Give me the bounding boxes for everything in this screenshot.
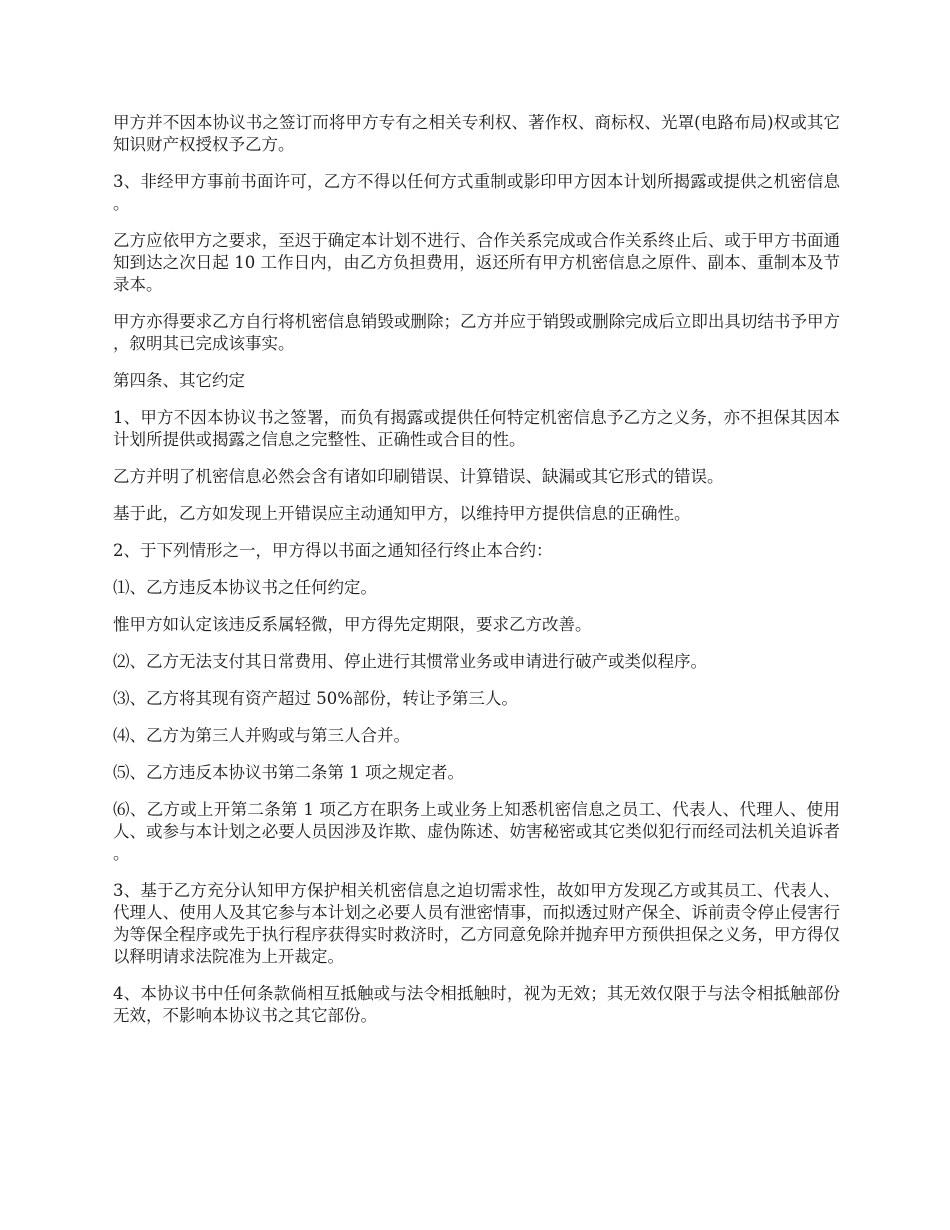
list-item: ⑸、乙方违反本协议书第二条第 1 项之规定者。 — [113, 763, 464, 782]
list-item: ⑴、乙方违反本协议书之任何约定。 — [113, 578, 377, 597]
paragraph: 甲方并不因本协议书之签订而将甲方专有之相关专利权、著作权、商标权、光罩(电路布局)权或其它知识财产权授权予乙方。 — [113, 113, 840, 154]
paragraph: 惟甲方如认定该违反系属轻微，甲方得先定期限，要求乙方改善。 — [113, 615, 592, 634]
document-body — [113, 112, 840, 1042]
paragraph: 4、本协议书中任何条款倘相互抵触或与法令相抵触时，视为无效；其无效仅限于与法令相抵触部份无效，不影响本协议书之其它部份。 — [113, 984, 840, 1025]
list-item: ⑵、乙方无法支付其日常费用、停止进行其惯常业务或申请进行破产或类似程序。 — [113, 652, 707, 671]
list-item: ⑹、乙方或上开第二条第 1 项乙方在职务上或业务上知悉机密信息之员工、代表人、代理人、使用人、或参与本计划之必要人员因涉及诈欺、虚伪陈述、妨害秘密或其它类似犯行而经司法机关追诉者。 — [113, 800, 840, 863]
paragraph: 2、于下列情形之一，甲方得以书面之通知径行终止本合约： — [113, 541, 553, 560]
section-heading: 第四条、其它约定 — [113, 371, 245, 390]
paragraph: 3、非经甲方事前书面许可，乙方不得以任何方式重制或影印甲方因本计划所揭露或提供之机密信息。 — [113, 172, 840, 213]
paragraph: 基于此，乙方如发现上开错误应主动通知甲方，以维持甲方提供信息的正确性。 — [113, 504, 691, 523]
list-item: ⑷、乙方为第三人并购或与第三人合并。 — [113, 726, 410, 745]
paragraph: 1、甲方不因本协议书之签署，而负有揭露或提供任何特定机密信息予乙方之义务，亦不担保其因本计划所提供或揭露之信息之完整性、正确性或合目的性。 — [113, 408, 840, 449]
paragraph: 3、基于乙方充分认知甲方保护相关机密信息之迫切需求性，故如甲方发现乙方或其员工、代表人、代理人、使用人及其它参与本计划之必要人员有泄密情事，而拟透过财产保全、诉前责令停止侵害行为等保全程序或先于执行程序获得实时救济时，乙方同意免除并抛弃甲方预供担保之义务，甲方得仅以释明请求法院准为上开裁定。 — [113, 881, 840, 966]
paragraph: 乙方并明了机密信息必然会含有诸如印刷错误、计算错误、缺漏或其它形式的错误。 — [113, 467, 724, 486]
paragraph: 甲方亦得要求乙方自行将机密信息销毁或删除；乙方并应于销毁或删除完成后立即出具切结书予甲方，叙明其已完成该事实。 — [113, 312, 840, 353]
paragraph: 乙方应依甲方之要求，至迟于确定本计划不进行、合作关系完成或合作关系终止后、或于甲方书面通知到达之次日起 10 工作日内，由乙方负担费用，返还所有甲方机密信息之原件、副本、重制本及节录本。 — [113, 231, 840, 294]
list-item: ⑶、乙方将其现有资产超过 50%部份，转让予第三人。 — [113, 689, 518, 708]
